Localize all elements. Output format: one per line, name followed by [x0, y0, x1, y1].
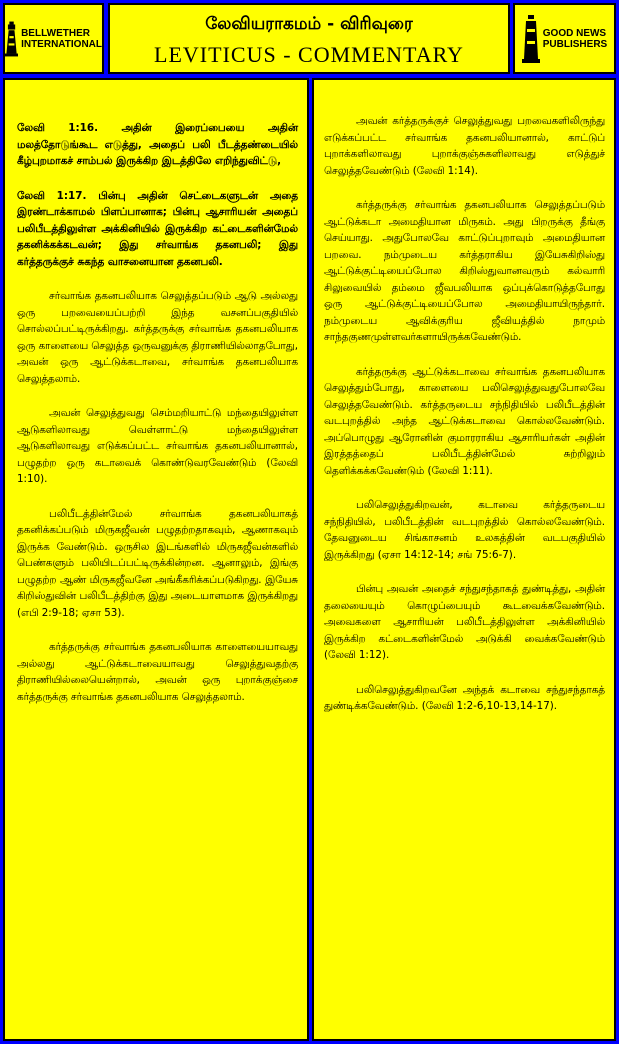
verse-1-17: லேவி 1:17. பின்பு அதின் செட்டைகளுடன் அதை இரண்டாக்காமல் பிளப்பானாக; பின்பு ஆசாரியன் அதைப் பலிபீடத்திலுள்ள அக்கினியில் இருக்கிற கட்டைகளின்மேல் தகனிக்கக்கடவன்; இது சர்வாங்க தகனபலி; இது கர்த்தருக்குச் சுகந்த வாசனையான தகனபலி.	[17, 189, 298, 268]
right-column	[312, 78, 616, 1041]
commentary-paragraph: அவன் கர்த்தருக்குச் செலுத்துவது பறவைகளிலிருந்து எடுக்கப்பட்ட சர்வாங்க தகனபலியானால், காட்டுப் புறாக்களிலாவது புறாக்குஞ்சுகளிலாவது எடுத்துச் செலுத்தவேண்டும் (லேவி 1:14).	[324, 115, 605, 177]
title-box	[108, 3, 510, 74]
logo-left-line1: BELLWETHER	[21, 27, 90, 39]
lighthouse-icon	[5, 15, 18, 63]
commentary-paragraph: பலிசெலுத்துகிறவனே அந்தக் கடாவை சந்துசந்தாகத் துண்டிக்கவேண்டும். (லேவி 1:2-6,10-13,14-17).	[324, 683, 605, 712]
logo-left-line2: INTERNATIONAL	[21, 38, 102, 50]
commentary-paragraph: கர்த்தருக்கு சர்வாங்க தகனபலியாக காளையையாவது அல்லது ஆட்டுக்கடாவையாவது செலுத்துவதற்கு திராணியில்லையென்றால், அவன் ஒரு புறாக்குஞ்சை கர்த்தருக்கு சர்வாங்க தகனபலியாக செலுத்தலாம்.	[17, 641, 298, 703]
logo-right-line1: GOOD NEWS	[542, 27, 607, 39]
logo-right-line2: PUBLISHERS	[542, 38, 608, 50]
page-title-tamil: லேவியராகமம் - விரிவுரை	[205, 14, 413, 34]
commentary-paragraph: கர்த்தருக்கு ஆட்டுக்கடாவை சர்வாங்க தகனபலியாக செலுத்தும்போது, காளையை பலிசெலுத்துவதுபோலவே செலுத்தவேண்டும். கர்த்தருடைய சந்நிதியில் பலிபீடத்தின் வடபுறத்தில் அந்த ஆட்டுக்கடாவை கொல்லவேண்டும். அப்பொழுது ஆரோனின் குமாரராகிய ஆசாரியர்கள் அதின் இரத்தத்தைப் பலிபீடத்தின்மேல் சுற்றிலும் தெளிக்கக்கவேண்டும் (லேவி 1:11).	[324, 365, 605, 477]
book-icon	[522, 15, 540, 63]
page-title-english: LEVITICUS - COMMENTARY	[154, 42, 464, 67]
commentary-paragraph: பலிபீடத்தின்மேல் சர்வாங்க தகனபலியாகத் தகனிக்கப்படும் மிருகஜீவன் பழுதற்றதாகவும், ஆணாகவும் இருக்க வேண்டும். ஒருசில இடங்களில் மிருகஜீவன்களில் பெண்களும் பலியிடப்பட்டிருக்கின்றன. ஆனாலும், இங்கு பழுதற்ற ஆண் மிருகஜீவனே அங்கீகரிக்கப்படுகிறது. இயேசு கிறிஸ்துவின் பலிபீடத்திற்கு இது அடையாளமாக இருக்கிறது (எபி 2:9-18; ஏசா 53).	[17, 507, 298, 619]
left-column	[3, 78, 309, 1041]
verse-1-16: லேவி 1:16. அதின் இரைப்பையை அதின் மலத்தோடுங்கூட எடுத்து, அதைப் பலி பீடத்தண்டையில் கீழ்புறமாகச் சாம்பல் இருக்கிற இடத்திலே எறிந்துவிட்டு,	[17, 122, 298, 167]
commentary-paragraph: கர்த்தருக்கு சர்வாங்க தகனபலியாக செலுத்தப்படும் ஆட்டுக்கடா அமைதியான மிருகம். அது பிறருக்கு தீங்கு செய்யாது. அதுபோலவே காட்டுப்புறாவும் அமைதியான பறவை. நம்முடைய கர்த்தராகிய இயேசுகிறிஸ்து ஆட்டுக்குட்டியைப்போல கிறிஸ்துவானவரும் கல்வாரி சிலுவையில் தம்மை ஜீவபலியாக ஒப்புக்கொடுத்தபோது ஒரு ஆட்டுக்குட்டியைப்போல அமைதியாயிருந்தார். நம்முடைய ஆவிக்குரிய ஜீவியத்தில் நாமும் சாந்தகுணமுள்ளவர்களாயிருக்கவேண்டும்.	[324, 199, 605, 343]
bellwether-logo	[3, 3, 104, 74]
commentary-paragraph: சர்வாங்க தகனபலியாக செலுத்தப்படும் ஆடு அல்லது ஒரு பறவையைப்பற்றி இந்த வசனப்பகுதியில் சொல்லப்பட்டிருக்கிறது. கர்த்தருக்கு சர்வாங்க தகனபலியாக ஒரு காளையை செலுத்த ஒருவனுக்கு திராணியில்லாதபோது, அவன் ஒரு ஆட்டுக்கடாவை, சர்வாங்க தகனபலியாக செலுத்தலாம்.	[17, 290, 298, 385]
commentary-paragraph: பின்பு அவன் அதைச் சந்துசந்தாகத் துண்டித்து, அதின் தலையையும் கொழுப்பையும் கூடவைக்கவேண்டும். அவைகளை ஆசாரியன் பலிபீடத்திலுள்ள அக்கினியில் இருக்கிற கட்டைகளின்மேல் அடுக்கி வைக்கவேண்டும் (லேவி 1:12).	[324, 583, 605, 661]
good-news-logo	[513, 3, 616, 74]
commentary-paragraph: பலிசெலுத்துகிறவன், கடாவை கர்த்தருடைய சந்நிதியில், பலிபீடத்தின் வடபுறத்தில் கொல்லவேண்டும். தேவனுடைய சிங்காசனம் உலகத்தின் வடபகுதியில் இருக்கிறது (ஏசா 14:12-14; சங் 75:6-7).	[324, 499, 605, 561]
commentary-paragraph: அவன் செலுத்துவது செம்மறியாட்டு மந்தையிலுள்ள ஆடுகளிலாவது வெள்ளாட்டு மந்தையிலுள்ள ஆடுகளிலாவது எடுக்கப்பட்ட சர்வாங்க தகனபலியானால், பழுதற்ற ஒரு கடாவைக் கொண்டுவரவேண்டும் (லேவி 1:10).	[17, 407, 298, 485]
